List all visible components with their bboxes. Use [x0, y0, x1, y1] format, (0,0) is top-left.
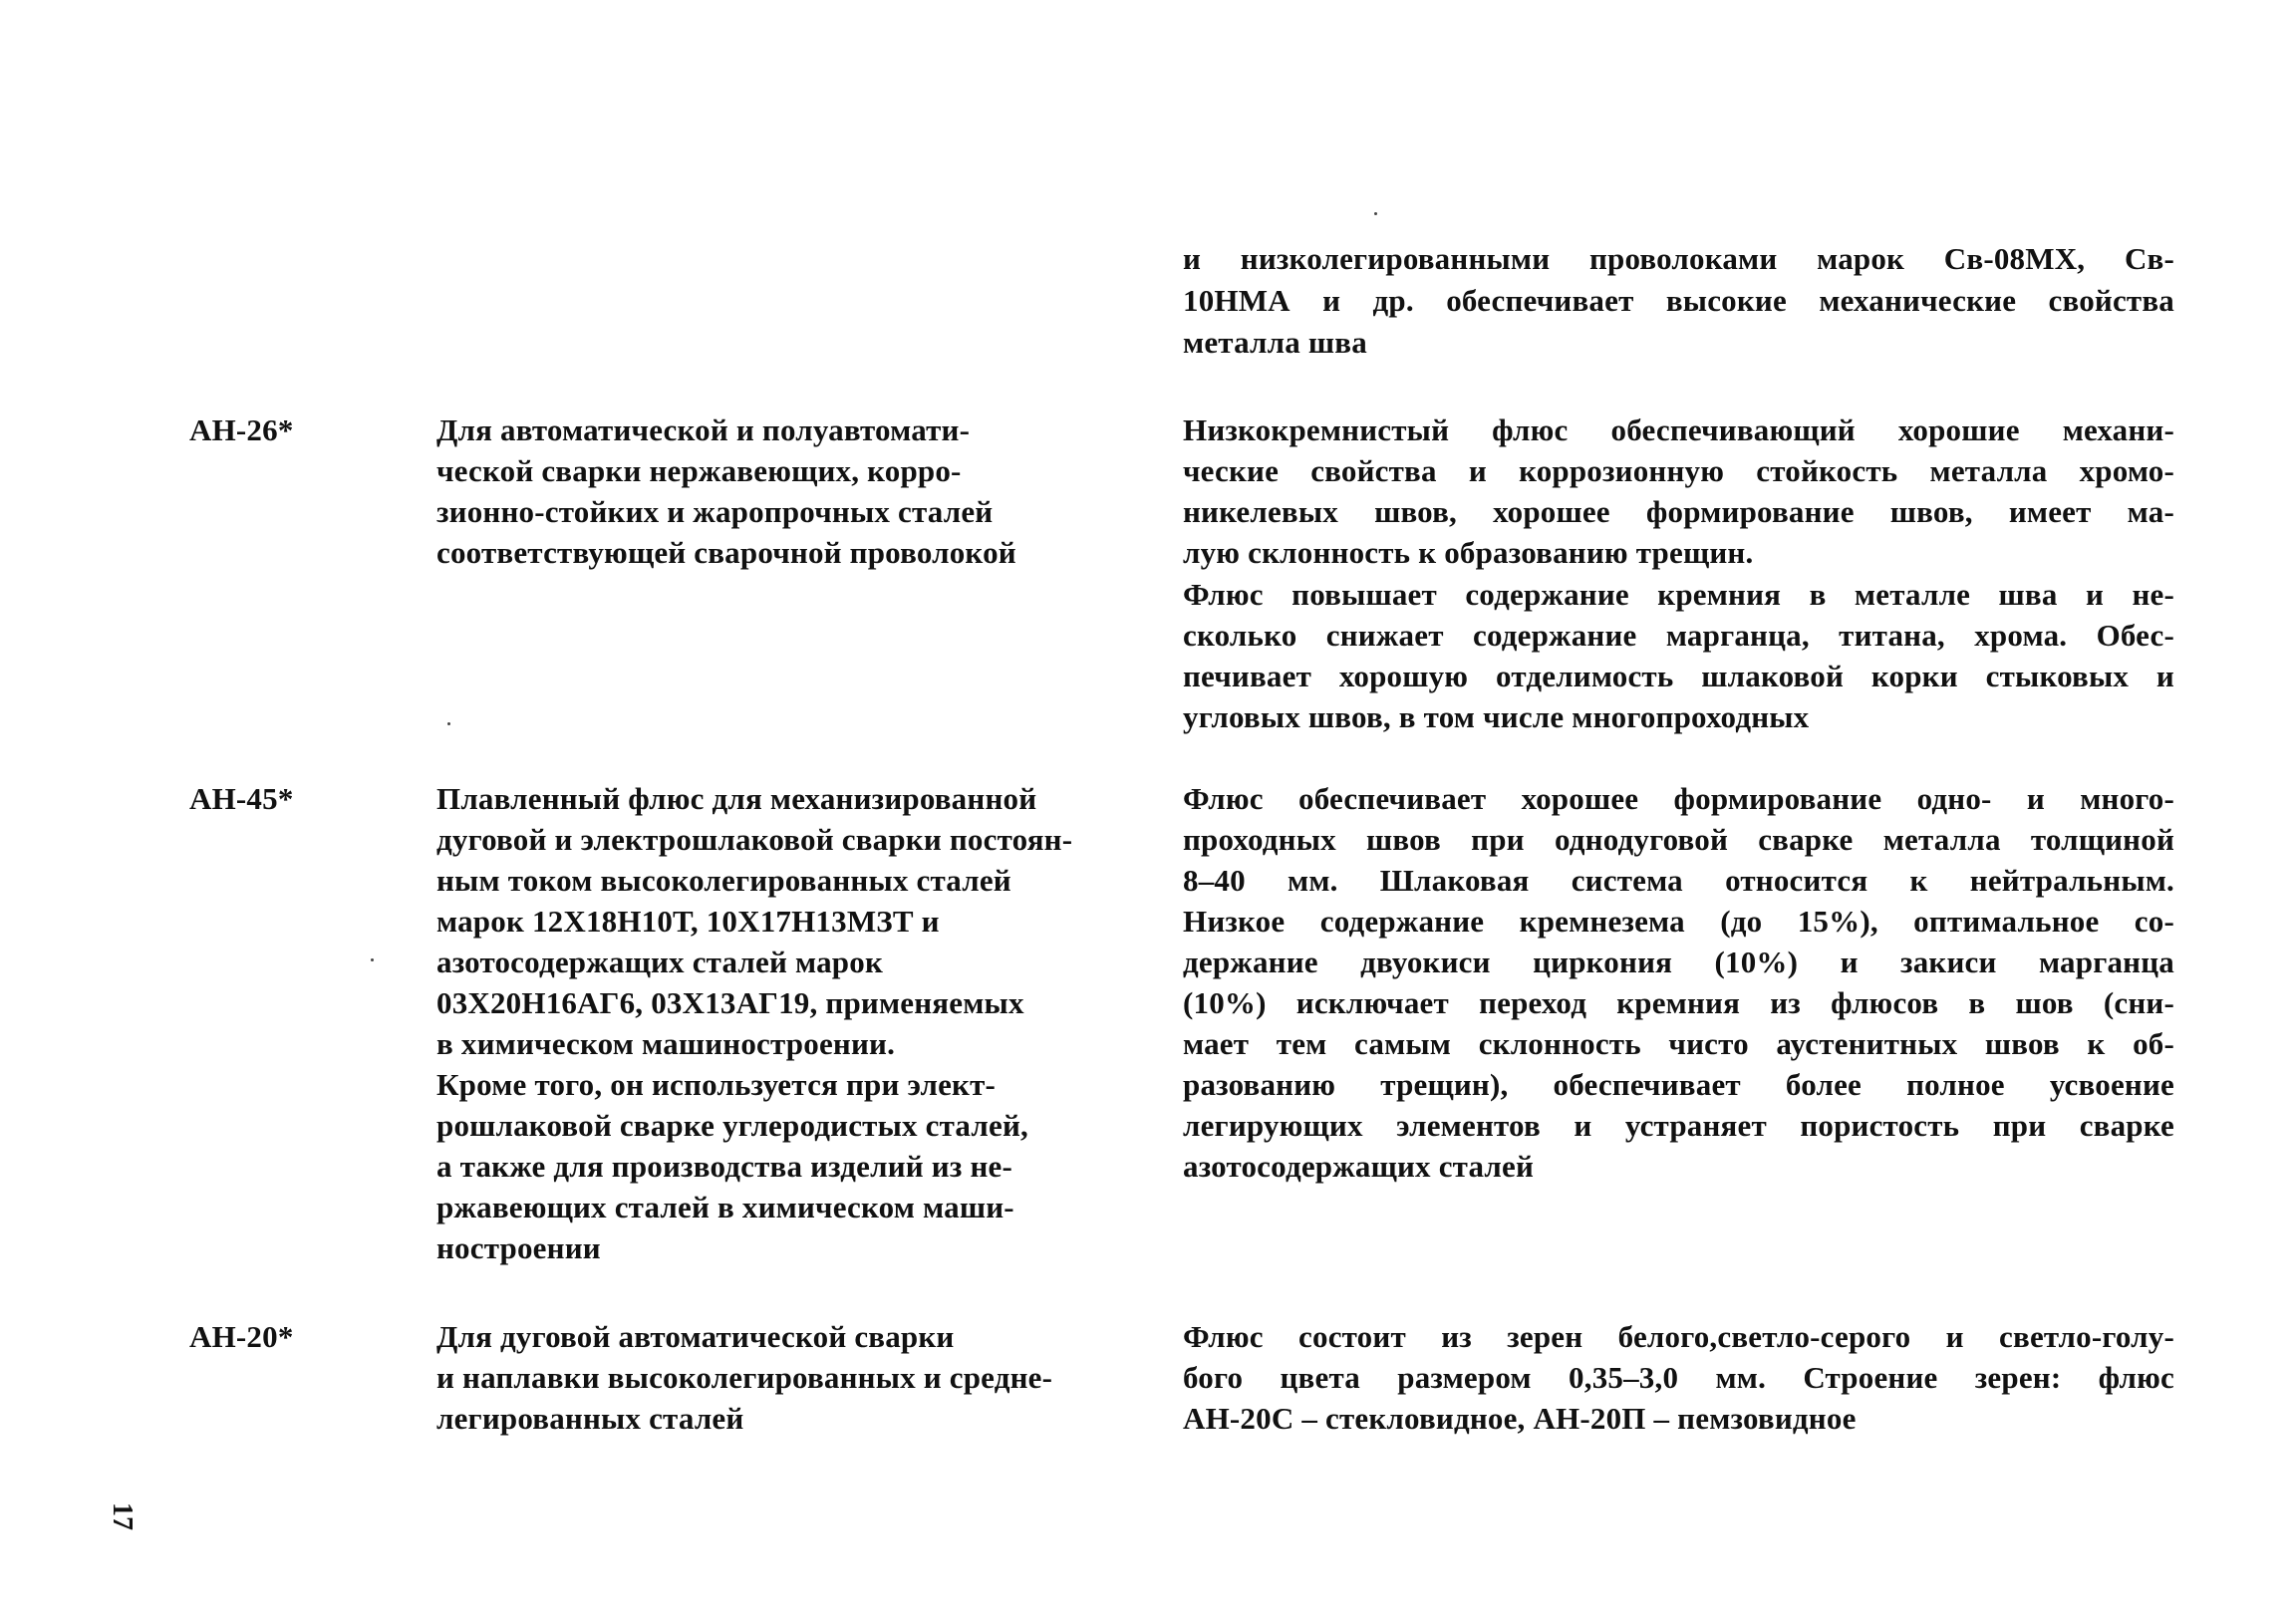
purpose-line: и наплавки высоколегированных и средне-: [436, 1360, 1053, 1395]
properties-line: ческие свойства и коррозионную стойкость металла хромо-: [1183, 453, 2174, 488]
properties-line: Флюс обеспечивает хорошее формирование одно- и много-: [1183, 781, 2174, 816]
purpose-line: Для дуговой автоматической сварки: [436, 1319, 955, 1354]
scan-speck: [371, 958, 374, 961]
purpose-line: ческой сварки нержавеющих, корро-: [436, 453, 962, 488]
flux-grade: АН-45*: [189, 781, 294, 816]
properties-line: сколько снижает содержание марганца, титана, хрома. Обес-: [1183, 618, 2174, 653]
flux-grade: АН-20*: [189, 1319, 294, 1354]
properties-line: бого цвета размером 0,35–3,0 мм. Строение зерен: флюс: [1183, 1360, 2174, 1395]
purpose-line: ностроении: [436, 1230, 601, 1265]
continuation-line: металла шва: [1183, 325, 1367, 360]
properties-line: лую склонность к образованию трещин.: [1183, 535, 1754, 570]
purpose-line: Кроме того, он используется при элект-: [436, 1067, 997, 1102]
properties-line: Низкокремнистый флюс обеспечивающий хорошие механи-: [1183, 412, 2174, 447]
properties-line: легирующих элементов и устраняет пористость при сварке: [1183, 1108, 2174, 1143]
purpose-line: азотосодержащих сталей марок: [436, 945, 884, 979]
properties-line: никелевых швов, хорошее формирование швов, имеет ма-: [1183, 494, 2174, 529]
purpose-line: рошлаковой сварке углеродистых сталей,: [436, 1108, 1028, 1143]
properties-line: разованию трещин), обеспечивает более полное усвоение: [1183, 1067, 2174, 1102]
purpose-line: дуговой и электрошлаковой сварки постоян-: [436, 822, 1073, 857]
properties-line: Флюс состоит из зерен белого,светло-серого и светло-голу-: [1183, 1319, 2174, 1354]
properties-line: азотосодержащих сталей: [1183, 1149, 1535, 1184]
purpose-line: марок 12Х18Н10Т, 10Х17Н13МЗТ и: [436, 904, 940, 939]
purpose-line: ным током высоколегированных сталей: [436, 863, 1011, 898]
scan-speck: [1374, 212, 1377, 215]
properties-line: проходных швов при однодуговой сварке металла толщиной: [1183, 822, 2174, 857]
properties-line: Низкое содержание кремнезема (до 15%), оптимальное со-: [1183, 904, 2174, 939]
continuation-line: 10НМА и др. обеспечивает высокие механические свойства: [1183, 283, 2174, 318]
properties-line: мает тем самым склонность чисто аустенитных швов к об-: [1183, 1026, 2174, 1061]
scan-speck: [447, 722, 450, 725]
properties-line: АН-20С – стекловидное, АН-20П – пемзовидное: [1183, 1401, 1857, 1436]
purpose-line: 03Х20Н16АГ6, 03Х13АГ19, применяемых: [436, 985, 1024, 1020]
purpose-line: соответствующей сварочной проволокой: [436, 535, 1016, 570]
properties-line: (10%) исключает переход кремния из флюсов в шов (сни-: [1183, 985, 2174, 1020]
flux-grade: АН-26*: [189, 412, 294, 447]
properties-line: Флюс повышает содержание кремния в металле шва и не-: [1183, 577, 2174, 612]
properties-line: держание двуокиси циркония (10%) и закиси марганца: [1183, 945, 2174, 979]
page-number: 17: [107, 1502, 138, 1530]
purpose-line: легированных сталей: [436, 1401, 744, 1436]
properties-line: печивает хорошую отделимость шлаковой корки стыковых и: [1183, 659, 2174, 693]
purpose-line: Для автоматической и полуавтомати-: [436, 412, 971, 447]
purpose-line: ржавеющих сталей в химическом маши-: [436, 1190, 1014, 1224]
continuation-line: и низколегированными проволоками марок Св-08МХ, Св-: [1183, 241, 2174, 276]
properties-line: 8–40 мм. Шлаковая система относится к нейтральным.: [1183, 863, 2174, 898]
purpose-line: Плавленный флюс для механизированной: [436, 781, 1037, 816]
purpose-line: а также для производства изделий из не-: [436, 1149, 1012, 1184]
purpose-line: в химическом машиностроении.: [436, 1026, 896, 1061]
purpose-line: зионно-стойких и жаропрочных сталей: [436, 494, 994, 529]
properties-line: угловых швов, в том числе многопроходных: [1183, 699, 1810, 734]
